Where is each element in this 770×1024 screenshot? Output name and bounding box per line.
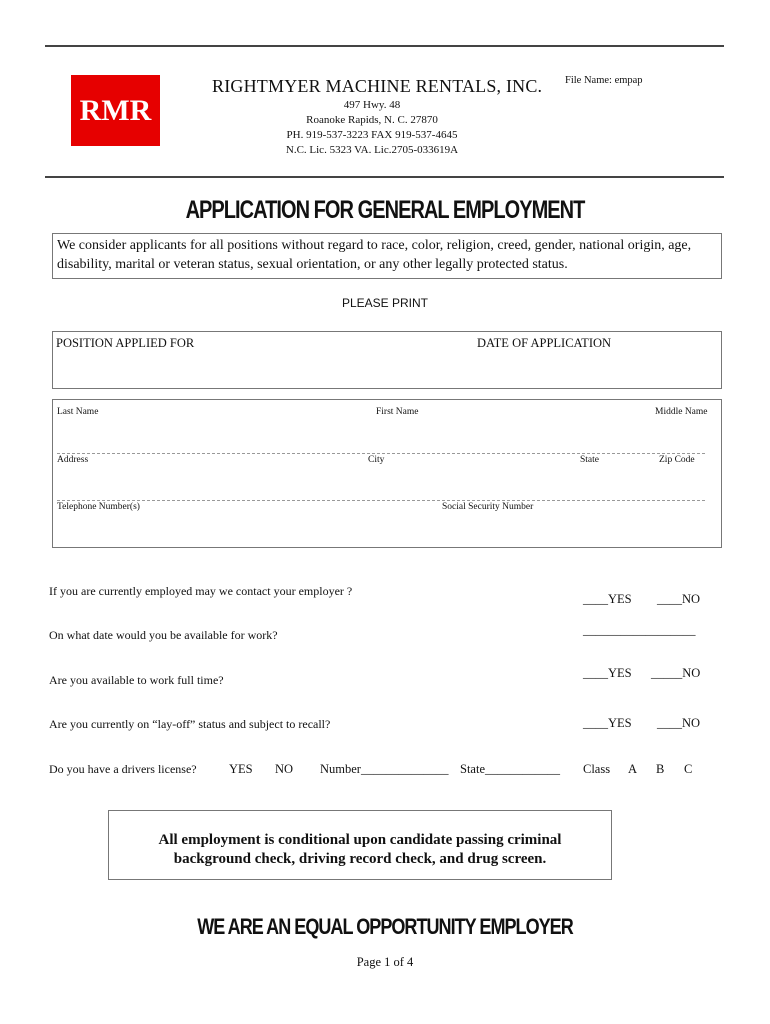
license-class-a[interactable]: A [628, 762, 638, 776]
full-time-no[interactable]: _____NO [651, 666, 701, 680]
license-number-field[interactable]: Number______________ [320, 762, 449, 776]
layoff-question: Are you currently on “lay-off” status and subject to recall? [49, 717, 331, 731]
phone-line: PH. 919-537-3223 FAX 919-537-4645 [286, 129, 458, 141]
contact-employer-yes[interactable]: ____YES [583, 592, 632, 606]
middle-name-label: Middle Name [655, 407, 708, 417]
available-date-blank[interactable]: __________________ [583, 623, 696, 637]
page-number: Page 1 of 4 [356, 955, 414, 969]
form-title: APPLICATION FOR GENERAL EMPLOYMENT [185, 196, 585, 224]
position-label: POSITION APPLIED FOR [56, 336, 195, 350]
available-date-question: On what date would you be available for work? [49, 628, 278, 642]
conditional-employment-notice [108, 810, 612, 880]
city-line: Roanoke Rapids, N. C. 27870 [306, 114, 438, 126]
contact-employer-no[interactable]: ____NO [657, 592, 701, 606]
state-label: State [580, 455, 599, 465]
address-label: Address [57, 455, 89, 465]
date-label: DATE OF APPLICATION [477, 336, 612, 350]
address-field-line[interactable] [57, 500, 705, 501]
contact-employer-question: If you are currently employed may we contact your employer ? [49, 584, 353, 598]
equal-opportunity-heading: WE ARE AN EQUAL OPPORTUNITY EMPLOYER [197, 914, 573, 939]
full-time-question: Are you available to work full time? [49, 673, 224, 687]
company-name: RIGHTMYER MACHINE RENTALS, INC. [212, 76, 543, 96]
last-name-label: Last Name [57, 407, 99, 417]
header-rule [45, 176, 724, 178]
applicant-info-section [52, 399, 722, 548]
license-state-field[interactable]: State____________ [460, 762, 560, 776]
license-class-c[interactable]: C [684, 762, 693, 776]
zip-label: Zip Code [659, 455, 695, 465]
license-class-label: Class [583, 762, 611, 776]
company-address [262, 98, 482, 158]
file-name: File Name: empap [565, 75, 643, 86]
phone-label: Telephone Number(s) [57, 502, 140, 512]
ssn-label: Social Security Number [442, 502, 534, 512]
layoff-no[interactable]: ____NO [657, 716, 701, 730]
position-section[interactable] [52, 331, 722, 389]
full-time-yes[interactable]: ____YES [583, 666, 632, 680]
address-line: 497 Hwy. 48 [343, 99, 401, 111]
name-field-line[interactable] [57, 453, 705, 454]
top-rule [45, 45, 724, 47]
equal-opportunity-notice: We consider applicants for all positions without regard to race, color, religion, creed, gender, national origin, age, disability, marital or veteran status, sexual orientation, or any other legally protected status. [52, 233, 722, 279]
layoff-yes[interactable]: ____YES [583, 716, 632, 730]
license-yes-option[interactable]: YES [229, 762, 253, 776]
condition-line-2: background check, driving record check, and drug screen. [173, 851, 547, 867]
drivers-license-question: Do you have a drivers license? [49, 762, 197, 776]
company-logo: RMR [71, 75, 160, 146]
city-label: City [368, 455, 385, 465]
first-name-label: First Name [376, 407, 419, 417]
license-class-b[interactable]: B [656, 762, 665, 776]
license-no-option[interactable]: NO [275, 762, 294, 776]
condition-line-1: All employment is conditional upon candidate passing criminal [158, 832, 562, 848]
please-print-label: PLEASE PRINT [341, 296, 429, 310]
license-line: N.C. Lic. 5323 VA. Lic.2705-033619A [285, 144, 459, 156]
